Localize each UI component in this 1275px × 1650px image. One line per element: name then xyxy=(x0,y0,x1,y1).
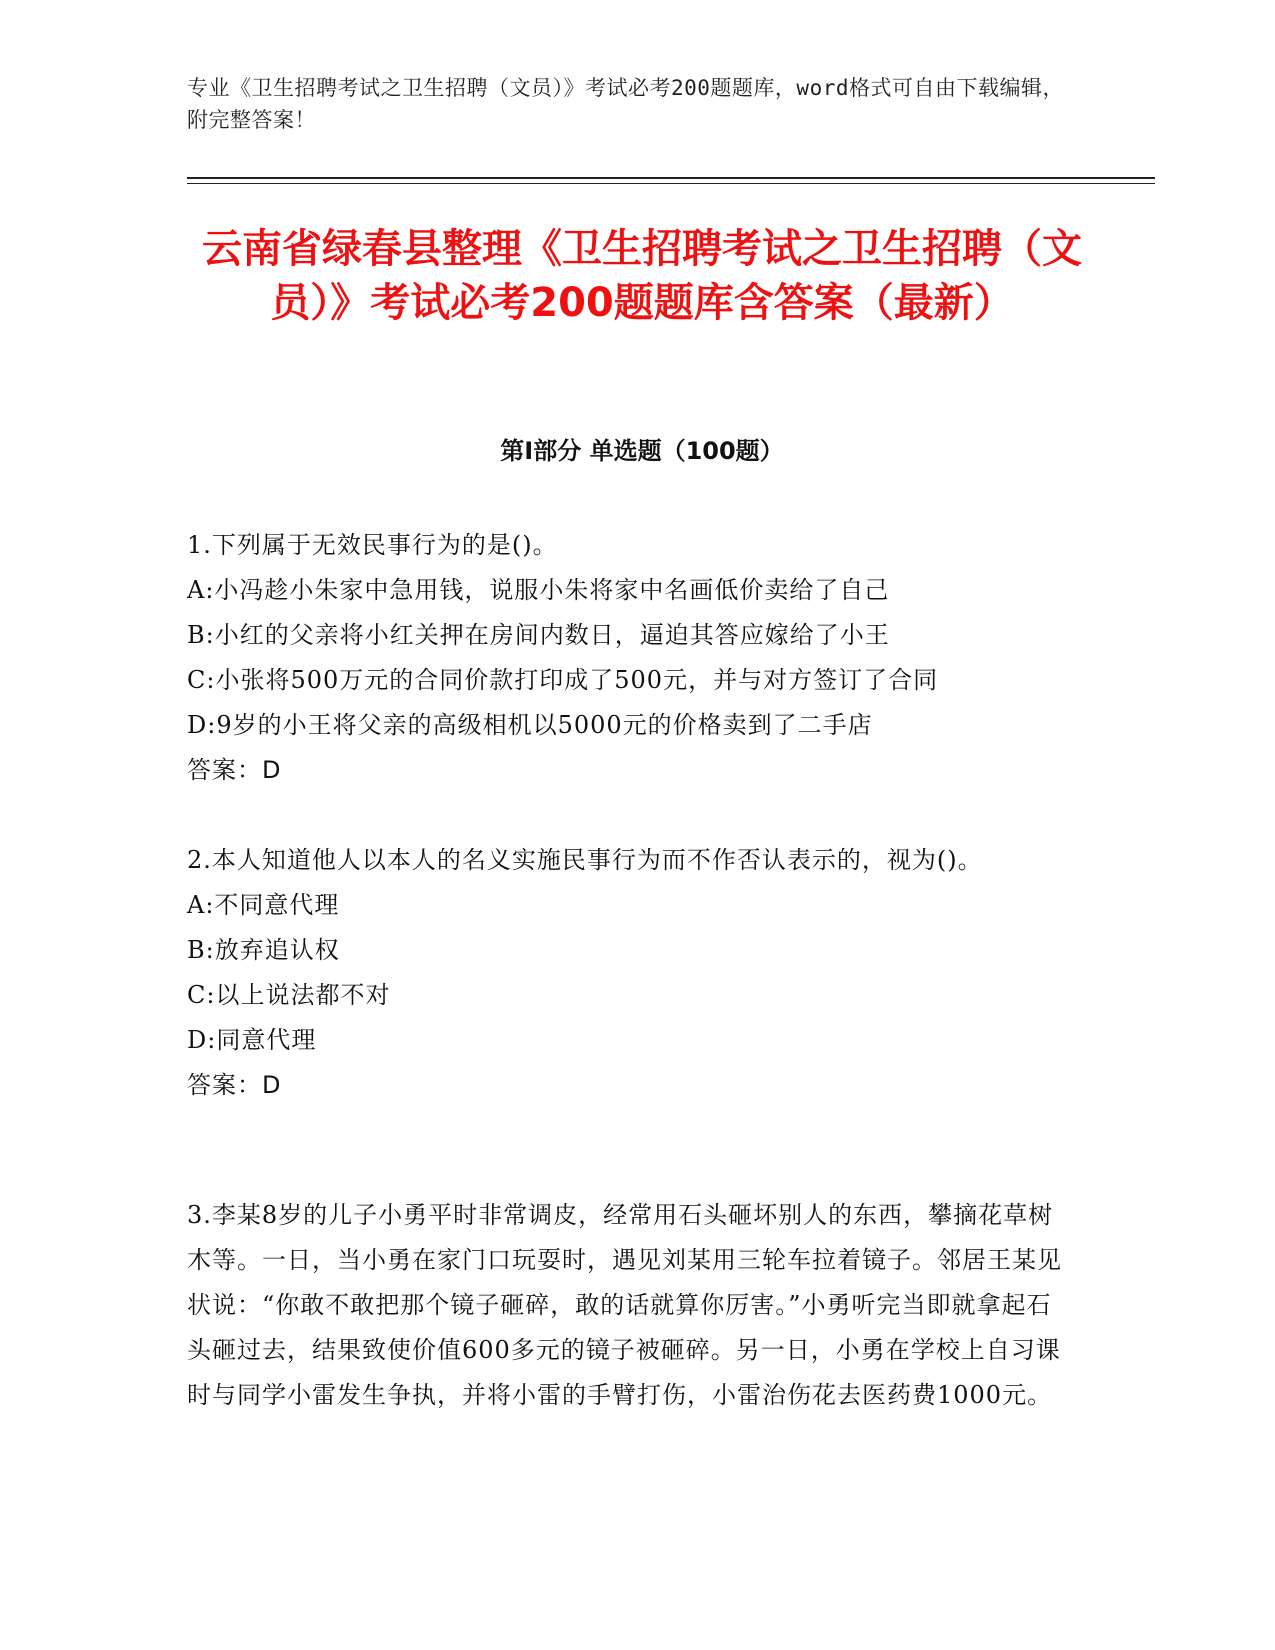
question-stem: 3.李某8岁的儿子小勇平时非常调皮，经常用石头砸坏别人的东西，攀摘花草树木等。一日，当小勇在家门口玩耍时，遇见刘某用三轮车拉着镜子。邻居王某见状说：“你敢不敢把那个镜子砸碎，敢的话就算你厉害。”小勇听完当即就拿起石头砸过去，结果致使价值600多元的镜子被砸碎。另一日，小勇在学校上自习课时与同学小雷发生争执，并将小雷的手臂打伤，小雷治伤花去医药费1000元。 xyxy=(187,1201,1062,1409)
option-letter: A: xyxy=(187,891,215,919)
question-1 xyxy=(187,523,1067,793)
header-note: 专业《卫生招聘考试之卫生招聘（文员）》考试必考200题题库，word格式可自由下载编辑，附完整答案！ xyxy=(187,76,1064,132)
question-stem: 1.下列属于无效民事行为的是()。 xyxy=(187,531,558,559)
option-letter: D: xyxy=(187,1026,217,1054)
answer-line: 答案：D xyxy=(187,756,282,784)
option-letter: B: xyxy=(187,936,215,964)
option-text: 以上说法都不对 xyxy=(215,981,391,1009)
option-letter: A: xyxy=(187,576,215,604)
answer-line: 答案：D xyxy=(187,1071,282,1099)
header-divider-thick xyxy=(187,177,1155,179)
option-b xyxy=(187,613,1067,658)
option-c xyxy=(187,658,1067,703)
option-text: 同意代理 xyxy=(216,1026,317,1054)
option-letter: D: xyxy=(187,711,217,739)
option-b xyxy=(187,928,1067,973)
option-text: 9岁的小王将父亲的高级相机以5000元的价格卖到了二手店 xyxy=(216,711,873,739)
option-text: 小红的父亲将小红关押在房间内数日，逼迫其答应嫁给了小王 xyxy=(214,621,890,649)
option-a xyxy=(187,568,1067,613)
section-heading: 第Ⅰ部分 单选题（100题） xyxy=(500,437,784,465)
header-divider-thin xyxy=(187,183,1155,184)
document-title: 云南省绿春县整理《卫生招聘考试之卫生招聘（文员）》考试必考200题题库含答案（最新） xyxy=(202,226,1082,326)
option-text: 不同意代理 xyxy=(214,891,340,919)
question-2 xyxy=(187,838,1067,1108)
option-a xyxy=(187,883,1067,928)
option-letter: C: xyxy=(187,981,216,1009)
option-letter: C: xyxy=(187,666,216,694)
option-d xyxy=(187,1018,1067,1063)
option-text: 小冯趁小朱家中急用钱，说服小朱将家中名画低价卖给了自己 xyxy=(214,576,890,604)
option-text: 小张将500万元的合同价款打印成了500元，并与对方签订了合同 xyxy=(215,666,939,694)
question-stem: 2.本人知道他人以本人的名义实施民事行为而不作否认表示的，视为()。 xyxy=(187,846,983,874)
option-text: 放弃追认权 xyxy=(214,936,340,964)
option-c xyxy=(187,973,1067,1018)
option-letter: B: xyxy=(187,621,215,649)
question-3 xyxy=(187,1193,1067,1418)
option-d xyxy=(187,703,1067,748)
